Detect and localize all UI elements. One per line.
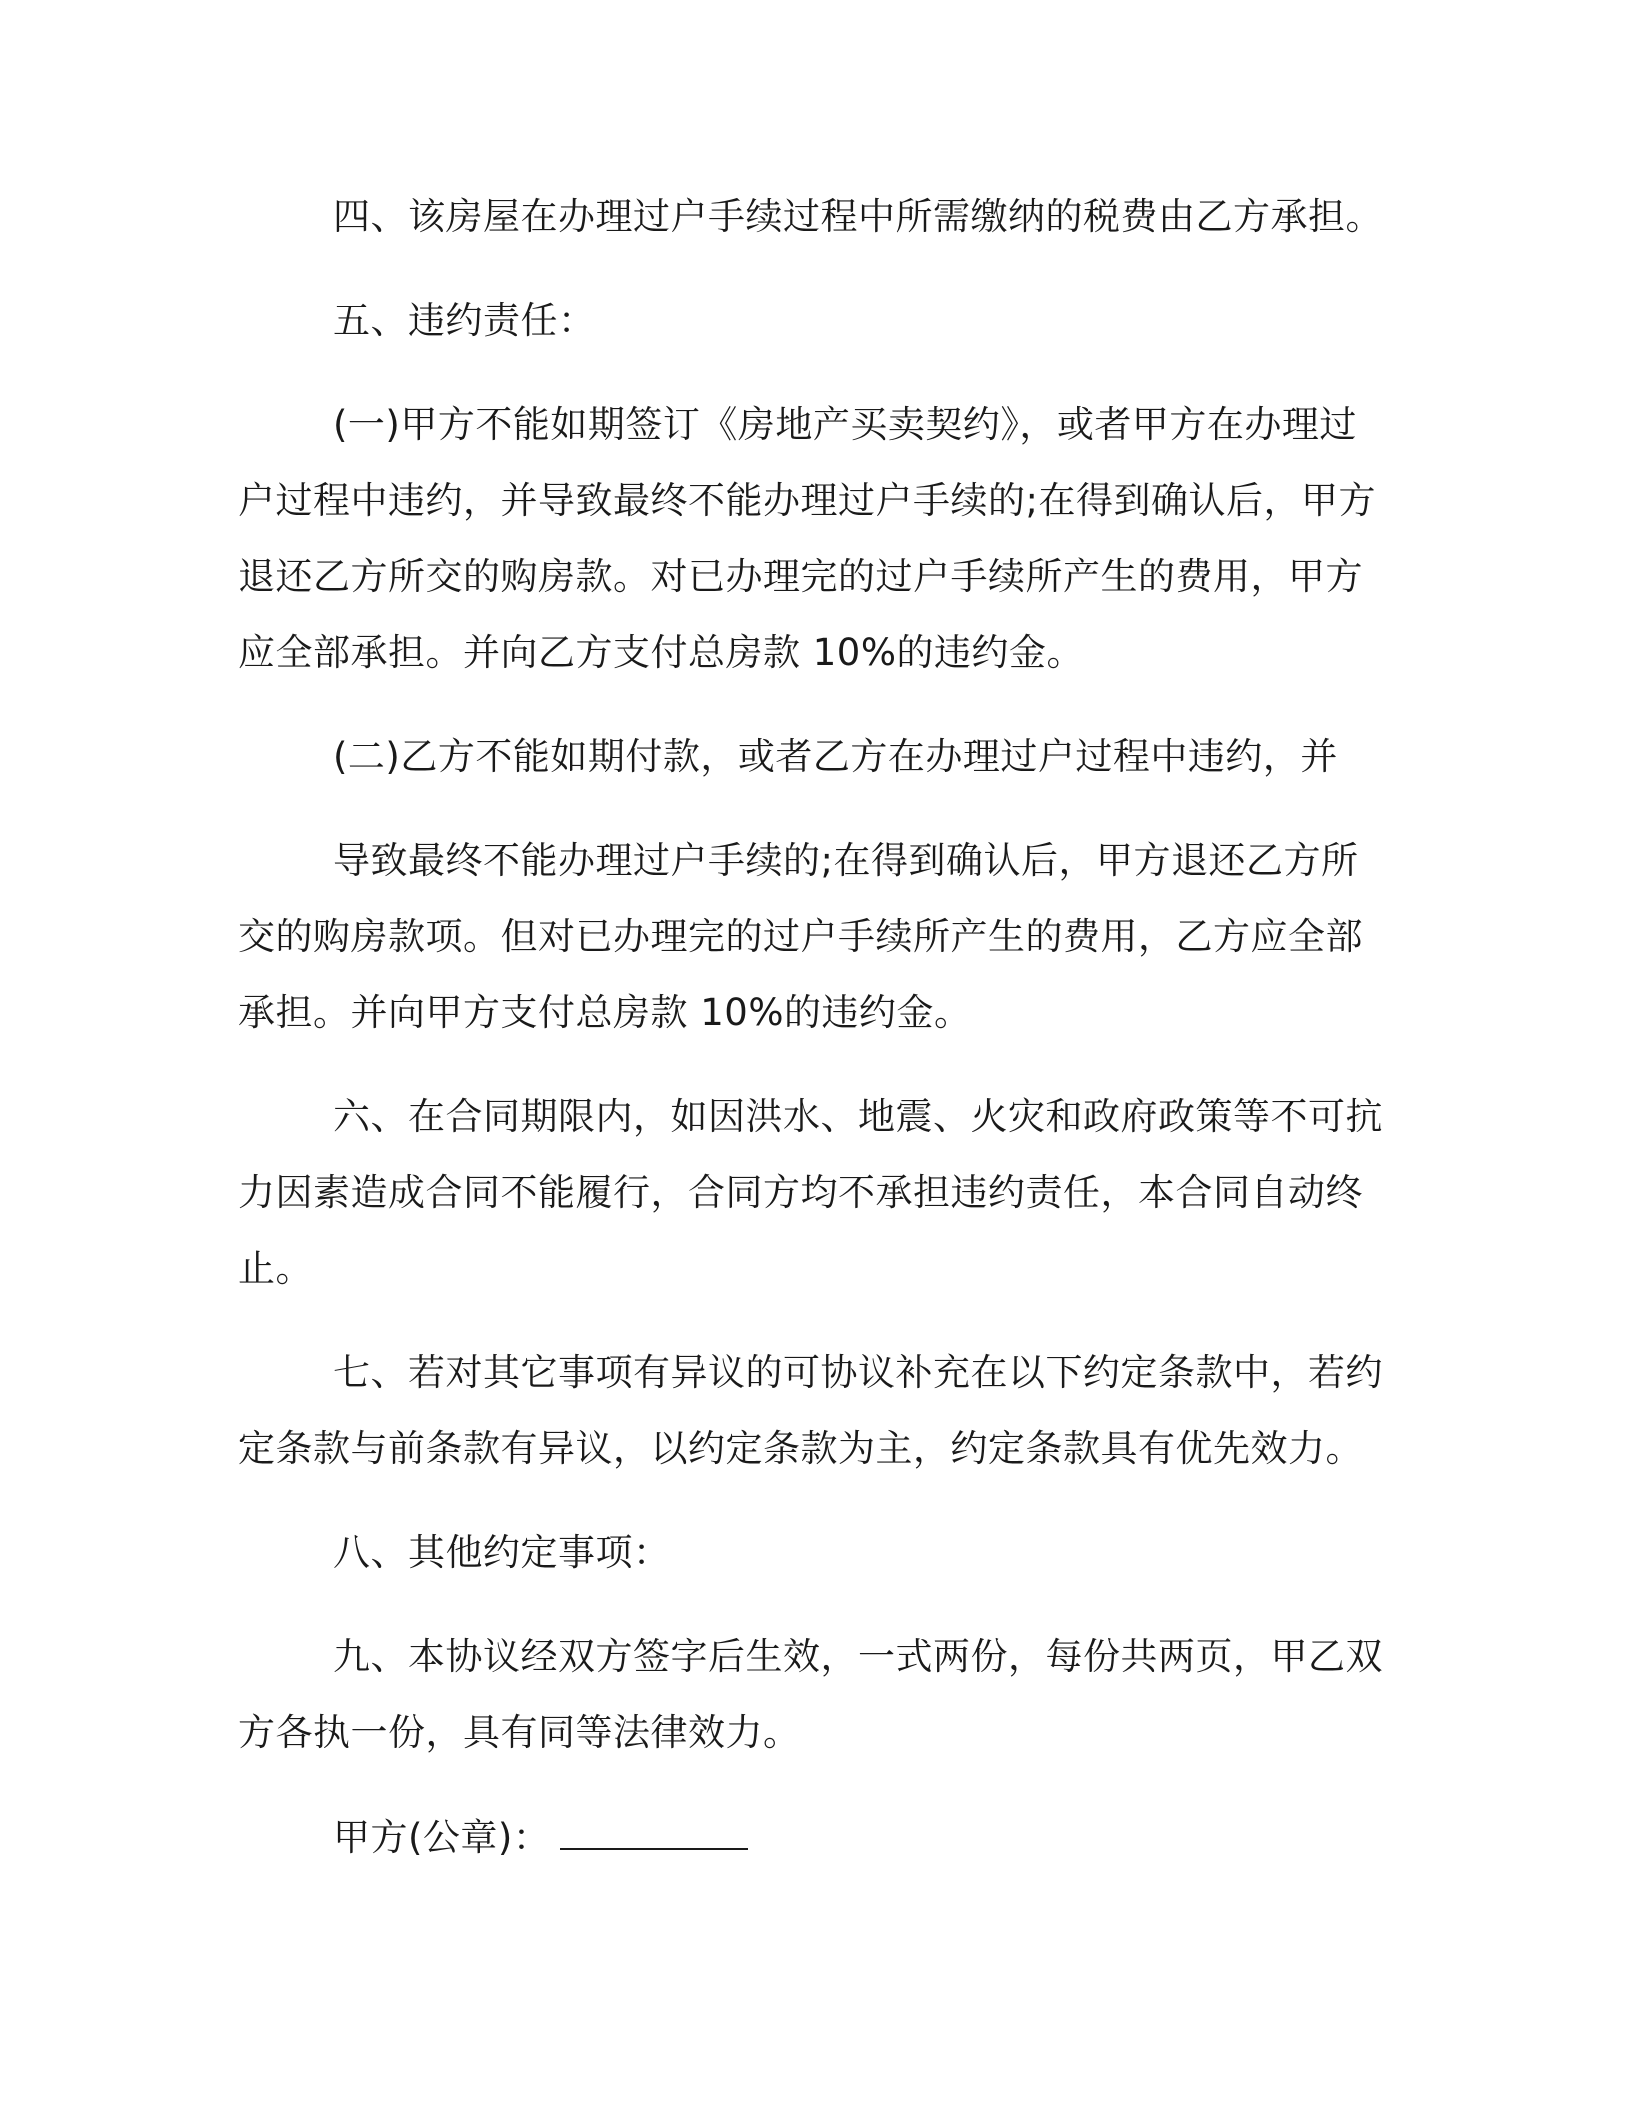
clause-5-2-line-3: 交的购房款项。但对已办理完的过户手续所产生的费用，乙方应全部 [238,915,1363,958]
clause-7-line-1: 七、若对其它事项有异议的可协议补充在以下约定条款中，若约 [333,1351,1383,1394]
clause-4-line-1: 四、该房屋在办理过户手续过程中所需缴纳的税费由乙方承担。 [333,195,1383,238]
clause-7-line-2: 定条款与前条款有异议，以约定条款为主，约定条款具有优先效力。 [238,1427,1363,1470]
clause-6-line-1: 六、在合同期限内，如因洪水、地震、火灾和政府政策等不可抗 [333,1095,1383,1138]
clause-5-2-line-1: (二)乙方不能如期付款，或者乙方在办理过户过程中违约，并 [333,735,1338,778]
signature-label: 甲方(公章)： [333,1816,551,1859]
clause-5-2-line-4: 承担。并向甲方支付总房款 10%的违约金。 [238,991,972,1034]
clause-6-line-2: 力因素造成合同不能履行，合同方均不承担违约责任，本合同自动终 [238,1171,1363,1214]
clause-6-line-3: 止。 [238,1247,313,1290]
signature-line [333,1812,748,1863]
signature-blank [560,1812,748,1850]
clause-5-heading: 五、违约责任： [333,299,596,342]
clause-5-1-line-2: 户过程中违约，并导致最终不能办理过户手续的;在得到确认后，甲方 [238,479,1376,522]
clause-5-1-line-1: (一)甲方不能如期签订《房地产买卖契约》，或者甲方在办理过 [333,403,1357,446]
clause-5-2-line-2: 导致最终不能办理过户手续的;在得到确认后，甲方退还乙方所 [333,839,1359,882]
clause-9-line-2: 方各执一份，具有同等法律效力。 [238,1711,801,1754]
clause-9-line-1: 九、本协议经双方签字后生效，一式两份，每份共两页，甲乙双 [333,1635,1383,1678]
clause-5-1-line-4: 应全部承担。并向乙方支付总房款 10%的违约金。 [238,631,1084,674]
clause-8-heading: 八、其他约定事项： [333,1531,671,1574]
clause-5-1-line-3: 退还乙方所交的购房款。对已办理完的过户手续所产生的费用，甲方 [238,555,1363,598]
